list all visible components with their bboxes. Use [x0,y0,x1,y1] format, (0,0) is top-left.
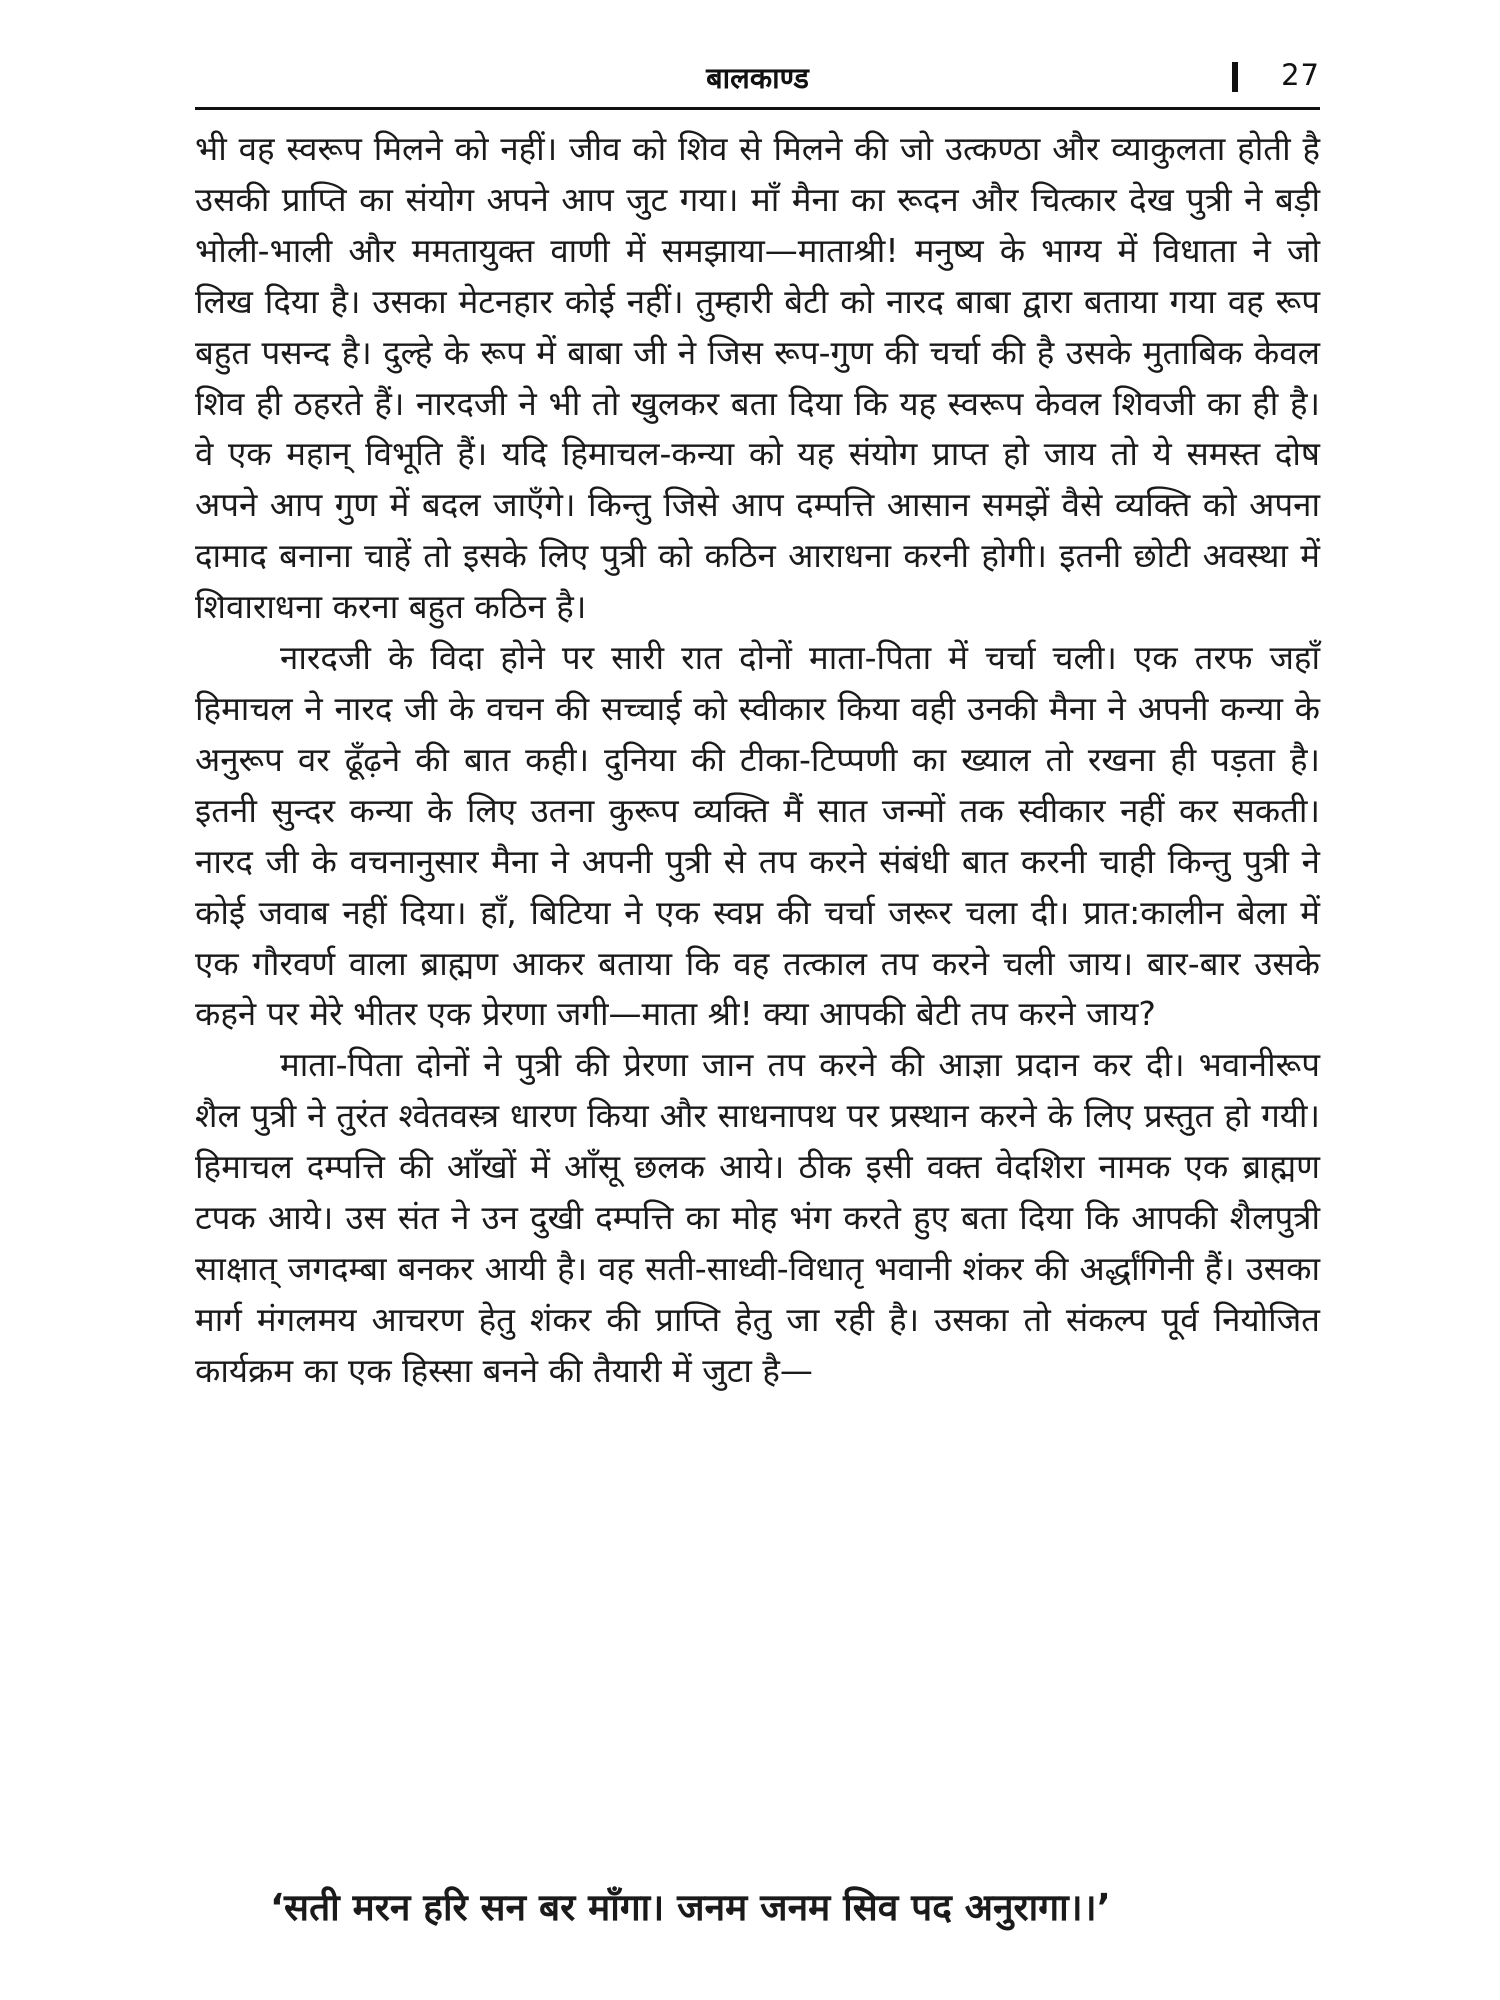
chapter-title: बालकाण्ड [706,61,809,95]
paragraph-3: माता-पिता दोनों ने पुत्री की प्रेरणा जान तप करने की आज्ञा प्रदान कर दी। भवानीरूप शैल पुत्री ने तुरंत श्वेतवस्त्र धारण किया और साधनापथ पर प्रस्थान करने के लिए प्रस्तुत हो गयी। हिमाचल दम्पत्ति की आँखों में आँसू छलक आये। ठीक इसी वक्त वेदशिरा नामक एक ब्राह्मण टपक आये। उस संत ने उन दुखी दम्पत्ति का मोह भंग करते हुए बता दिया कि आपकी शैलपुत्री साक्षात् जगदम्बा बनकर आयी है। वह सती-साध्वी-विधातृ भवानी शंकर की अर्द्धांगिनी हैं। उसका मार्ग मंगलमय आचरण हेतु शंकर की प्राप्ति हेतु जा रही है। उसका तो संकल्प पूर्व नियोजित कार्यक्रम का एक हिस्सा बनने की तैयारी में जुटा है— [195,1045,1320,1390]
verse-quote: ‘सती मरन हरि सन बर माँगा। जनम जनम सिव पद अनुरागा।।’ [270,1886,1111,1929]
paragraph-2: नारदजी के विदा होने पर सारी रात दोनों माता-पिता में चर्चा चली। एक तरफ जहाँ हिमाचल ने नारद जी के वचन की सच्चाई को स्वीकार किया वही उनकी मैना ने अपनी कन्या के अनुरूप वर ढूँढ़ने की बात कही। दुनिया की टीका-टिप्पणी का ख्याल तो रखना ही पड़ता है। इतनी सुन्दर कन्या के लिए उतना कुरूप व्यक्ति मैं सात जन्मों तक स्वीकार नहीं कर सकती। नारद जी के वचनानुसार मैना ने अपनी पुत्री से तप करने संबंधी बात करनी चाही किन्तु पुत्री ने कोई जवाब नहीं दिया। हाँ, बिटिया ने एक स्वप्न की चर्चा जरूर चला दी। प्रात:कालीन बेला में एक गौरवर्ण वाला ब्राह्मण आकर बताया कि वह तत्काल तप करने चली जाय। बार-बार उसके कहने पर मेरे भीतर एक प्रेरणा जगी—माता श्री! क्या आपकी बेटी तप करने जाय? [195,638,1320,1034]
running-head [195,58,1320,110]
header-separator [1232,62,1238,92]
paragraph-1: भी वह स्वरूप मिलने को नहीं। जीव को शिव से मिलने की जो उत्कण्ठा और व्याकुलता होती है उसकी प्राप्ति का संयोग अपने आप जुट गया। माँ मैना का रूदन और चित्कार देख पुत्री ने बड़ी भोली-भाली और ममतायुक्त वाणी में समझाया—माताश्री! मनुष्य के भाग्य में विधाता ने जो लिख दिया है। उसका मेटनहार कोई नहीं। तुम्हारी बेटी को नारद बाबा द्वारा बताया गया वह रूप बहुत पसन्द है। दुल्हे के रूप में बाबा जी ने जिस रूप-गुण की चर्चा की है उसके मुताबिक केवल शिव ही ठहरते हैं। नारदजी ने भी तो खुलकर बता दिया कि यह स्वरूप केवल शिवजी का ही है। वे एक महान् विभूति हैं। यदि हिमाचल-कन्या को यह संयोग प्राप्त हो जाय तो ये समस्त दोष अपने आप गुण में बदल जाएँगे। किन्तु जिसे आप दम्पत्ति आसान समझें वैसे व्यक्ति को अपना दामाद बनाना चाहें तो इसके लिए पुत्री को कठिन आराधना करनी होगी। इतनी छोटी अवस्था में शिवाराधना करना बहुत कठिन है। [195,129,1320,627]
header-rule [195,107,1320,110]
body-text [195,124,1320,1397]
page-number: 27 [1281,58,1320,92]
